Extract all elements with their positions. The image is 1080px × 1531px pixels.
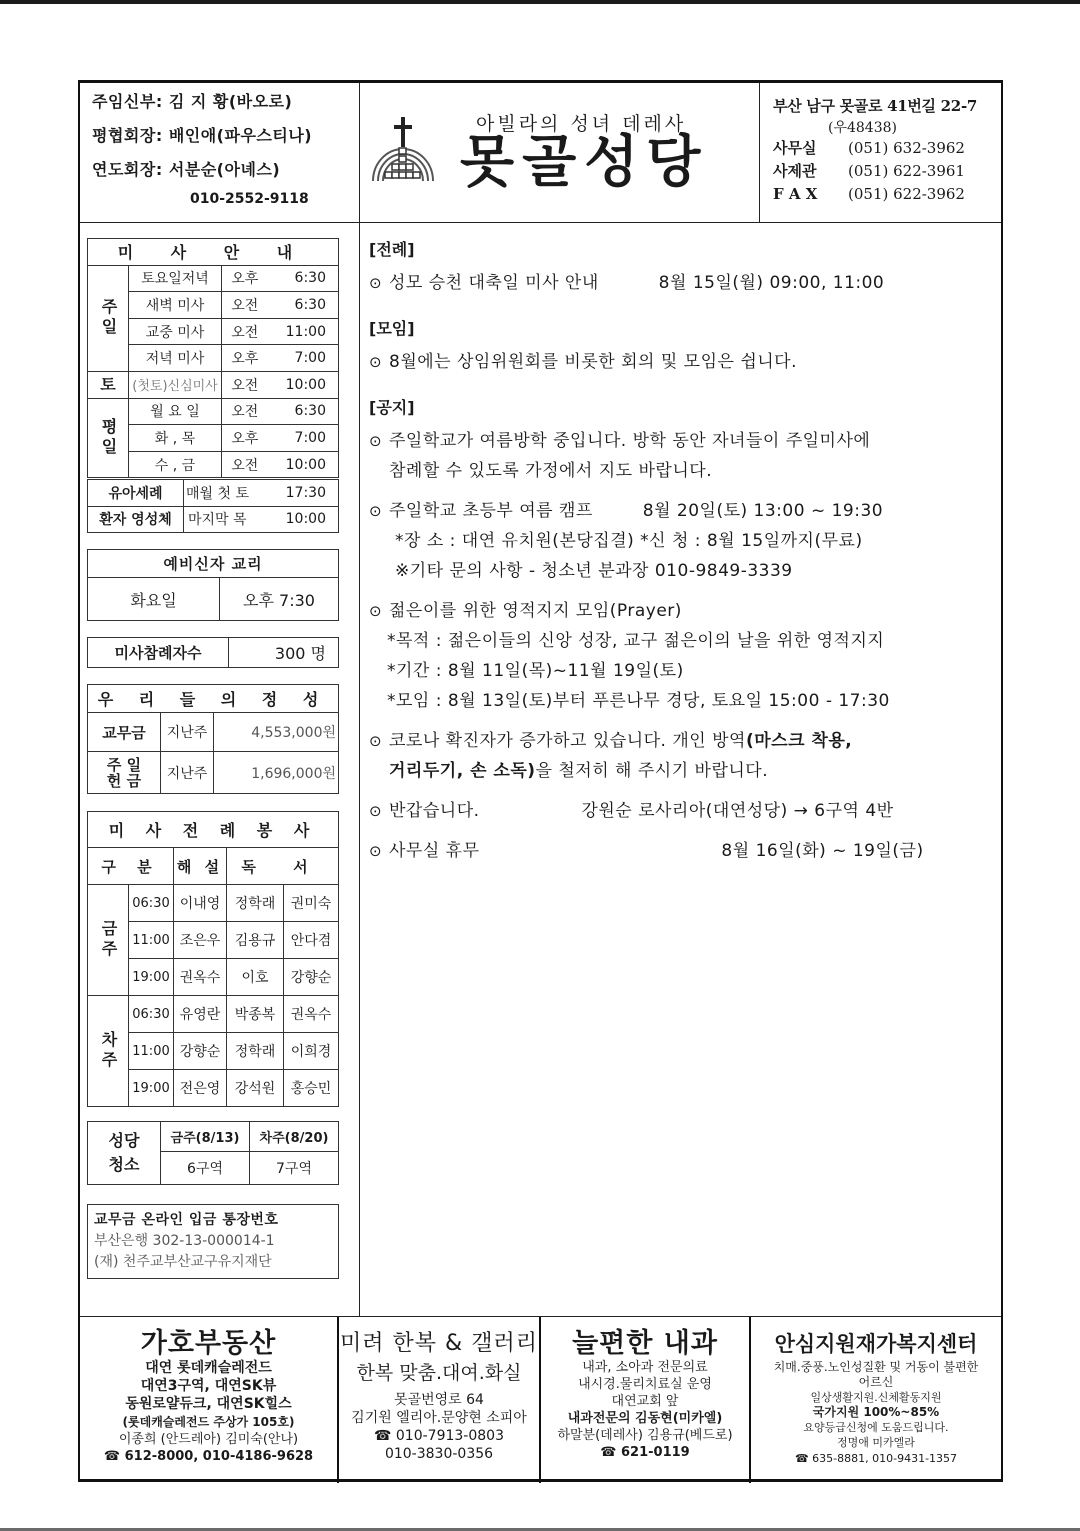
zip-code: (우48438) [828,120,897,136]
yeondo-president-row: 연도회장: 서분순(아녜스) [92,160,281,179]
attendance-value: 300 명 [229,638,339,668]
table-row: 수 , 금 오전 10:00 [88,451,339,478]
table-row: 새벽 미사 오전 6:30 [88,292,339,319]
contact-rectory: 사제관 (051) 622-3961 [773,162,965,180]
ads-footer [80,1316,1001,1482]
phone-icon-line: ☎ 621-0119 [600,1445,690,1460]
contact-office: 사무실 (051) 632-3962 [773,139,965,157]
table-row: 11:00 강향순 정학래 이희경 [88,1033,339,1070]
pastor-name: 김 지 황(바오로) [168,92,293,111]
table-row: 교무금 지난주 4,553,000원 [88,713,339,752]
circle-dot-bullet-icon: ⊙ [369,732,383,750]
yeondo-phone: 010-2552-9118 [190,191,309,207]
catechumen-table [87,549,339,621]
notice-item: ⊙ 젊은이를 위한 영적지지 모임(Prayer) [369,596,1001,626]
table-row: 화 , 목 오후 7:00 [88,425,339,452]
cleaning-label: 성당 청소 [88,1122,161,1185]
circle-dot-bullet-icon: ⊙ [369,432,383,450]
notice-item: ⊙ 코로나 확진자가 증가하고 있습니다. 개인 방역(마스크 착용, [369,726,1001,756]
contact-info [760,83,1001,223]
table-row: 평일 월 요 일 오전 6:30 [88,398,339,425]
table-row: 주 일 헌 금 지난주 1,696,000원 [88,752,339,794]
offerings-table [87,684,339,794]
table-row: 19:00 권옥수 이호 강향순 [88,959,339,996]
ad-gaho-realestate: 가호부동산 대연 롯데캐슬레전드 대연3구역, 대연SK뷰 동원로얄듀크, 대연SK힐스 (롯데캐슬레전드 주상가 105호) 이종희 (안드레아) 김미숙(안나) ☎ 612-8000, 010-4186-9628 [80,1317,339,1483]
sidebar [80,223,360,1316]
bulletin-page [78,80,1003,1482]
circle-dot-bullet-icon: ⊙ [369,842,383,860]
bank-account: 부산은행 302-13-000014-1 [94,1233,275,1249]
yeondo-president-name: 서분순(아녜스) [168,160,281,179]
table-row: 11:00 조은우 김용규 안다겸 [88,922,339,959]
table-row: 저녁 미사 오후 7:00 [88,345,339,372]
cleaning-this-week: 6구역 [161,1152,250,1185]
notice-item: ⊙ 주일학교가 여름방학 중입니다. 방학 동안 자녀들이 주일미사에 [369,426,1001,456]
notice-item: ⊙ 반갑습니다. 강원순 로사리아(대연성당) → 6구역 4반 [369,796,1001,826]
attendance-label: 미사참례자수 [88,638,229,668]
council-president-row: 평협회장: 배인애(파우스티나) [92,126,313,145]
circle-dot-bullet-icon: ⊙ [369,274,383,292]
bank-info-table [87,1204,339,1279]
cleaning-table: 성당 청소 금주(8/13) 차주(8/20) 6구역 7구역 [87,1121,339,1185]
top-bar [0,0,1080,4]
catechumen-day: 화요일 [88,578,220,621]
phone-icon-line: ☎ 635-8881, 010-9431-1357 [794,1452,958,1465]
notice-item: ⊙ 8월에는 상임위원회를 비롯한 회의 및 모임은 쉽니다. [369,347,1001,377]
table-row: 차주 06:30 유영란 박종복 권옥수 [88,996,339,1033]
table-row: 금주 06:30 이내영 정학래 권미숙 [88,885,339,922]
church-name: 못골성당 [460,130,709,195]
cross-rainbow-church-icon [370,115,436,187]
table-row: 환자 영성체 마지막 목 10:00 [88,506,339,533]
bank-holder: (재) 천주교부산교구유지재단 [94,1254,272,1270]
notice-item: ⊙ 성모 승천 대축일 미사 안내 8월 15일(월) 09:00, 11:00 [369,268,1001,298]
church-subtitle: 아빌라의 성녀 데레사 [476,113,687,135]
ad-mirye-hanbok: 미려 한복 & 갤러리 한복 맞춤.대여.화실 못골번영로 64 김기원 엘리아.문양현 소피아 ☎ 010-7913-0803 010-3830-0356 [339,1317,541,1483]
phone-icon-line: ☎ 010-7913-0803 [374,1428,504,1444]
attendance-table [87,637,339,668]
church-address: 부산 남구 못골로 41번길 22-7 [773,97,978,115]
offering-amount: 4,553,000원 [214,713,339,752]
offering-amount: 1,696,000원 [214,752,339,794]
phone-icon-line: ☎ 612-8000, 010-4186-9628 [103,1449,314,1464]
section-liturgy-title: [전례] [369,240,415,259]
section-meeting-title: [모임] [369,319,415,338]
section-notice-title: [공지] [369,398,415,417]
table-row: 유아세례 매월 첫 토 17:30 [88,480,339,507]
council-president-name: 배인애(파우스티나) [168,126,313,145]
catechumen-title: 예비신자 교리 [88,550,339,578]
circle-dot-bullet-icon: ⊙ [369,602,383,620]
table-row: 주일 토요일저녁 오후 6:30 [88,265,339,292]
circle-dot-bullet-icon: ⊙ [369,502,383,520]
mass-schedule-table [87,238,339,478]
ad-ansim-welfare-center: 안심지원재가복지센터 치매.중풍.노인성질환 및 거동이 불편한 어르신 일상생활지원.신체활동지원 국가지원 100%~85% 요양등급신청에 도움드립니다. 정명애 미카엘라 ☎ 635-8881, 010-9431-1357 [751,1317,1001,1483]
notices: [전례] ⊙ 성모 승천 대축일 미사 안내 8월 15일(월) 09:00, 11:00 [모임] ⊙ 8월에는 상임위원회를 비롯한 회의 및 모임은 쉽니다. [공지] ⊙ 주일학교가 여름방학 중입니다. 방학 동안 자녀들이 주일미사에 참례할 수 있도록 가정에서 지도 바랍니다. ⊙ 주일학교 초등부 여름 캠프 8월 20일(토) 13:00 ~ 19:30 *장 소 : 대연 유치원(본당집결) *신 청 : 8월 15일까지(무료) ※기타 문의 사항 - 청소년 분과장 010-9849-3339 ⊙ 젊은이를 위한 영적지지 모임(Prayer) *목적 : 젊은이들의 신앙 성장, 교구 젊은이의 날을 위한 영적지지 *기간 : 8월 11일(목)~11월 19일(토) *모임 : 8월 13일(토)부터 푸른나무 경당, 토요일 15:00 - 17:30 ⊙ 코로나 확진자가 증가하고 있습니다. 개인 방역(마스크 착용, 거리두기, 손 소독)을 철저히 해 주시기 바랍니다. ⊙ 반갑습니다. 강원순 로사리아(대연성당) → 6구역 4반 ⊙ 사무실 휴무 8월 16일(화) ~ 19일(금) [361,223,1001,1316]
liturgy-service-table: 미 사 전 례 봉 사 구 분 해 설 독 서 금주 06:30 이내영 정학래 권미숙 11:00 조은우 김용규 안다겸 19:00 권옥수 이호 강향순 차주 06:30 유영란 박종복 권옥수 11:00 강향순 정학래 이희경 19:00 전은영 강석원 홍승민 [87,811,339,1107]
liturgy-service-title: 미 사 전 례 봉 사 [88,812,339,848]
special-mass-table [87,479,339,533]
ad-neulpyeonhan-clinic: 늘편한 내과 내과, 소아과 전문의료 내시경.물리치료실 운영 대연교회 앞 내과전문의 김동현(미카엘) 하말분(데레사) 김용규(베드로) ☎ 621-0119 [541,1317,751,1483]
church-title-block [360,83,760,223]
table-row: 토 (첫토)신심미사 오전 10:00 [88,371,339,398]
circle-dot-bullet-icon: ⊙ [369,353,383,371]
pastor-row: 주임신부: 김 지 황(바오로) [92,92,293,111]
bank-title: 교무금 온라인 입금 통장번호 [94,1212,279,1228]
catechumen-time: 오후 7:30 [220,578,339,621]
notice-item: ⊙ 주일학교 초등부 여름 캠프 8월 20일(토) 13:00 ~ 19:30 [369,496,1001,526]
bulletin-header [80,83,1001,223]
circle-dot-bullet-icon: ⊙ [369,802,383,820]
mass-schedule-title: 미 사 안 내 [88,239,339,266]
offerings-title: 우 리 들 의 정 성 [88,685,339,713]
cleaning-next-week: 7구역 [250,1152,339,1185]
table-row: 19:00 전은영 강석원 홍승민 [88,1070,339,1107]
table-row: 교중 미사 오전 11:00 [88,318,339,345]
contact-fax: F A X (051) 622-3962 [773,185,965,203]
notice-item: ⊙ 사무실 휴무 8월 16일(화) ~ 19일(금) [369,836,1001,866]
clergy-info [80,83,360,223]
